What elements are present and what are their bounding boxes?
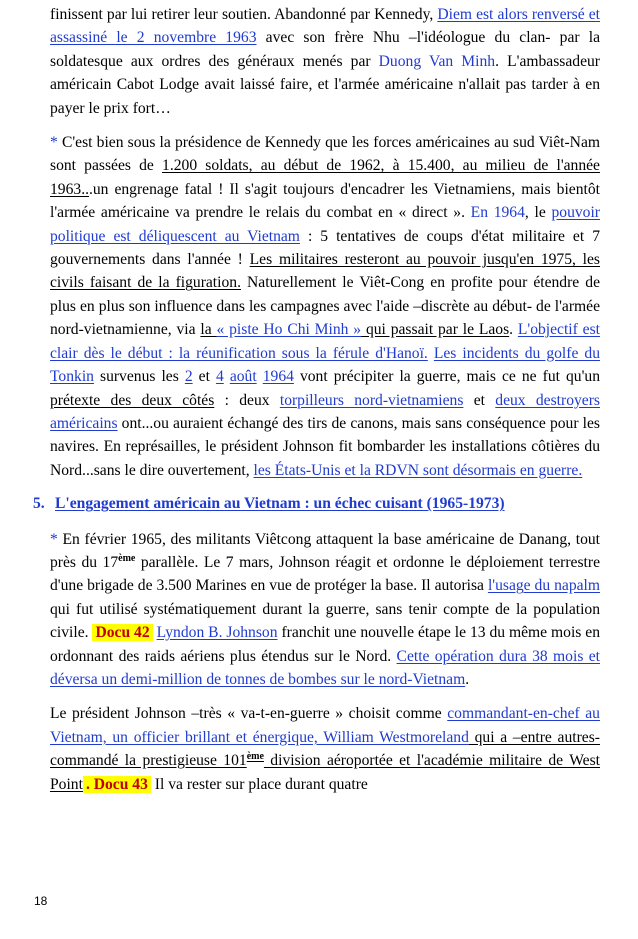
bullet-asterisk: *	[50, 134, 62, 152]
page-number: 18	[34, 894, 48, 908]
section-heading	[33, 492, 600, 515]
paragraph-american-engagement: * En février 1965, des militants Viêtcong attaquent la base américaine de Danang, tout près du 17ème parallèle. Le 7 mars, Johnson réagit et ordonne le déploiement terrestre d'une brigade de 3.500 Marines en vue de protéger la base. Il autorisa l'usage du napalm qui fut utilisé systématiquement durant la guerre, sans tenir compte de la population civile. Docu 42 Lyndon B. Johnson franchit une nouvelle étape le 13 du même mois en ordonnant des raids aériens plus étendus sur le Nord. Cette opération dura 38 mois et déversa un demi-million de tonnes de bombes sur le nord-Vietnam.	[50, 530, 600, 688]
link-tonkin-incidents[interactable]: Les incidents du golfe du Tonkin	[50, 344, 600, 386]
link-date-2[interactable]: 2	[184, 368, 193, 386]
troops-figures: 1.200 soldats, au début de 1962, à 15.400, au milieu de l'année 1963..	[50, 157, 600, 198]
link-duong-van-minh[interactable]: Duong Van Minh	[378, 52, 496, 70]
docu-43-badge: . Docu 43	[83, 776, 151, 793]
section-number: 5.	[33, 495, 45, 513]
section-title: L'engagement américain au Vietnam : un échec cuisant (1965-1973)	[55, 495, 505, 513]
paragraph-westmoreland: Le président Johnson –très « va-t-en-guerre » choisit comme commandant-en-chef au Vietnam, un officier brillant et énergique, William Westmoreland qui a –entre autres- commandé la prestigieuse 101ème division aéroportée et l'académie militaire de West Point . Docu 43 Il va rester sur place durant quatre	[50, 705, 600, 793]
link-bombing-operation[interactable]: Cette opération dura 38 mois et déversa un demi-million de tonnes de bombes sur le nord-Vietnam	[50, 647, 600, 688]
link-year-1964[interactable]: 1964	[262, 368, 294, 386]
paragraph-kennedy-presidency: * C'est bien sous la présidence de Kennedy que les forces américaines au sud Viêt-Nam sont passées de 1.200 soldats, au début de 1962, à 15.400, au milieu de l'année 1963...un engrenage fatal ! Il s'agit toujours d'encadrer les Vietnamiens, mais bientôt l'armée américaine va prendre le relais du combat en « direct ». En 1964, le pouvoir politique est déliquescent au Vietnam : 5 tentatives de coups d'état militaire et 7 gouvernements dans l'année ! Les militaires resteront au pouvoir jusqu'en 1975, les civils faisant de la figuration. Naturellement le Viêt-Cong en profite pour étendre de plus en plus son influence dans les campagnes avec l'aide –discrète au début- de l'armée nord-vietnamienne, via la « piste Ho Chi Minh » qui passait par le Laos. L'objectif est clair dès le début : la réunification sous la férule d'Hanoï. Les incidents du golfe du Tonkin survenus les 2 et 4 août 1964 vont précipiter la guerre, mais ce ne fut qu'un prétexte des deux côtés : deux torpilleurs nord-vietnamiens et deux destroyers américains ont...ou auraient échangé des tirs de canons, mais sans conséquence pour les navires. En représailles, le président Johnson fit bombarder les installations côtières du Nord...sans le dire ouvertement, les États-Unis et la RDVN sont désormais en guerre.	[50, 134, 601, 479]
link-political-power[interactable]: pouvoir politique est déliquescent au Vietnam	[50, 204, 600, 245]
link-lyndon-johnson[interactable]: Lyndon B. Johnson	[156, 624, 278, 642]
link-westmoreland[interactable]: commandant-en-chef au Vietnam, un officier brillant et énergique, William Westmoreland	[50, 705, 600, 746]
link-reunification-objective[interactable]: L'objectif est clair dès le début : la réunification sous la férule d'Hanoï.	[50, 321, 600, 362]
pretext-both-sides: prétexte des deux côtés	[50, 391, 215, 409]
link-ho-chi-minh-trail[interactable]: « piste Ho Chi Minh »	[216, 321, 362, 339]
paragraph-diem-fall: finissent par lui retirer leur soutien. Abandonné par Kennedy, Diem est alors renversé et assassiné le 2 novembre 1963 avec son frère Nhu –l'idéologue du clan- par la soldatesque aux ordres des généraux menés par Duong Van Minh. L'ambassadeur américain Cabot Lodge avait laissé faire, et l'armée américaine n'allait pas tarder à en payer le prix fort…	[50, 6, 601, 117]
military-in-power: Les militaires resteront au pouvoir jusqu'en 1975, les civils faisant de la figuration.	[50, 251, 601, 292]
link-august[interactable]: août	[229, 368, 257, 386]
bullet-asterisk: *	[50, 530, 63, 548]
docu-42-badge: Docu 42	[92, 624, 152, 641]
link-at-war[interactable]: les États-Unis et la RDVN sont désormais en guerre.	[253, 461, 583, 479]
document-page	[33, 0, 601, 796]
link-date-4[interactable]: 4	[215, 368, 224, 386]
link-napalm[interactable]: l'usage du napalm	[487, 577, 600, 595]
link-american-destroyers[interactable]: deux destroyers américains	[50, 391, 600, 432]
link-diem-overthrown[interactable]: Diem est alors renversé et assassiné le 2 novembre 1963	[50, 6, 601, 47]
link-torpedo-boats[interactable]: torpilleurs nord-vietnamiens	[279, 391, 464, 409]
link-en-1964[interactable]: En 1964	[470, 204, 525, 222]
